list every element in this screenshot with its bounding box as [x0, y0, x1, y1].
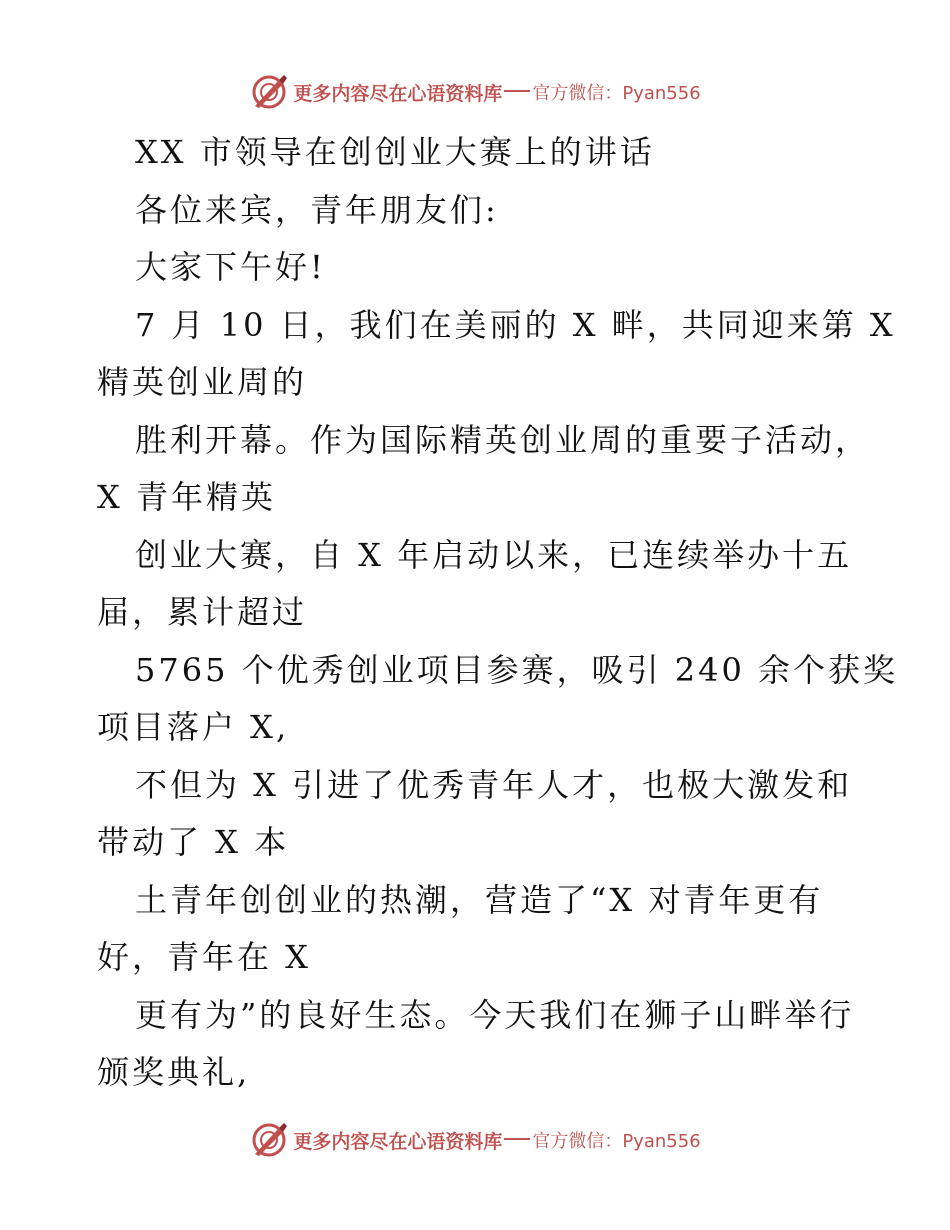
- text-line: 带动了 X 本: [97, 823, 290, 861]
- text-line: 不但为 X 引进了优秀青年人才，也极大激发和: [135, 765, 853, 804]
- watermark-dash: [504, 1138, 530, 1140]
- text-line: 大家下午好!: [135, 248, 326, 286]
- text-line: 届，累计超过: [97, 593, 308, 631]
- header-watermark: [0, 70, 950, 114]
- text-line: 颁奖典礼,: [97, 1053, 251, 1091]
- text-line: 精英创业周的: [97, 363, 308, 401]
- text-line: 5765 个优秀创业项目参赛，吸引 240 余个获奖: [135, 650, 899, 689]
- watermark-wechat-text: 官方微信：Pyan556: [532, 1131, 701, 1152]
- watermark-main-text: 更多内容尽在心语资料库: [293, 1130, 503, 1153]
- text-line: 好，青年在 X: [97, 938, 311, 976]
- text-line: 7 月 10 日，我们在美丽的 X 畔，共同迎来第 X: [135, 305, 896, 344]
- pen-logo-icon: [249, 72, 289, 112]
- document-body: [97, 124, 899, 1102]
- watermark-wechat-text: 官方微信：Pyan556: [532, 83, 701, 104]
- text-line: 创业大赛，自 X 年启动以来，已连续举办十五: [135, 535, 853, 574]
- watermark-dash: [504, 90, 530, 92]
- text-line: X 青年精英: [97, 478, 276, 516]
- text-line: XX 市领导在创创业大赛上的讲话: [135, 133, 655, 171]
- pen-logo-icon: [249, 1120, 289, 1160]
- footer-watermark: [0, 1118, 950, 1162]
- watermark-main-text: 更多内容尽在心语资料库: [293, 82, 503, 105]
- text-line: 项目落户 X,: [97, 708, 290, 746]
- text-line: 胜利开幕。作为国际精英创业周的重要子活动，: [135, 420, 871, 459]
- text-line: 更有为”的良好生态。今天我们在狮子山畔举行: [135, 995, 855, 1034]
- text-line: 各位来宾，青年朋友们:: [135, 190, 499, 229]
- text-line: 土青年创创业的热潮，营造了“X 对青年更有: [135, 880, 824, 919]
